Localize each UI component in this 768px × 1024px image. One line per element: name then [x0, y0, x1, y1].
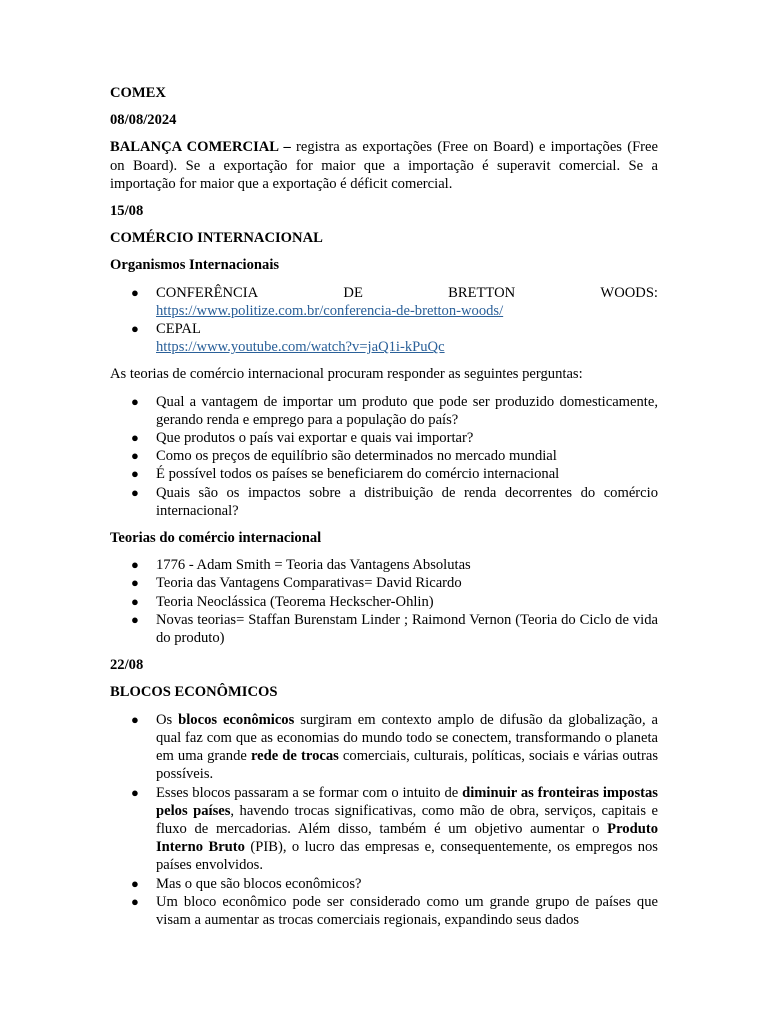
list-item	[110, 893, 658, 929]
list-item-text: Que produtos o país vai exportar e quais vai importar?	[156, 430, 474, 447]
list-item	[110, 611, 658, 647]
date-heading: 08/08/2024	[110, 112, 177, 129]
text: surgiram em contexto amplo de difusão da globalização, a qual faz com que as economias do mundo todo se conectem, transformando o planeta em uma grande	[156, 711, 658, 765]
bullet-icon: ●	[131, 284, 139, 300]
section-heading: BLOCOS ECONÔMICOS	[110, 684, 278, 701]
text: (PIB), o lucro das empresas e, consequentemente, os empregos nos países envolvidos.	[156, 839, 658, 874]
section-heading: COMÉRCIO INTERNACIONAL	[110, 230, 323, 247]
balanca-text: registra as exportações (Free on Board) e importações (Free on Board). Se a exportação for maior que a importação é superavit comercial. Se a importação for maior que a exportação é déficit comercial.	[110, 139, 659, 192]
bullet-icon: ●	[131, 784, 139, 800]
list-item-text: Um bloco econômico pode ser considerado como um grande grupo de países que visam a aumentar as trocas comerciais regionais, expandindo seus dados	[156, 893, 658, 928]
bullet-icon: ●	[131, 430, 139, 446]
balanca-label: BALANÇA COMERCIAL –	[110, 139, 291, 156]
bullet-icon: ●	[131, 875, 139, 891]
list-item	[110, 574, 658, 592]
list-item-text: Novas teorias= Staffan Burenstam Linder ; Raimond Vernon (Teoria do Ciclo de vida do produto)	[156, 611, 658, 647]
list-item-text: 1776 - Adam Smith = Teoria das Vantagens Absolutas	[156, 557, 471, 574]
list-item-text: Mas o que são blocos econômicos?	[156, 875, 362, 892]
subsection-heading: Teorias do comércio internacional	[110, 530, 322, 547]
word: DE	[343, 284, 363, 301]
subsection-heading: Organismos Internacionais	[110, 257, 280, 274]
cepal-link[interactable]: https://www.youtube.com/watch?v=jaQ1i-kPuQc	[156, 339, 445, 356]
list-item-text: Teoria das Vantagens Comparativas= David Ricardo	[156, 575, 462, 592]
bold-text: Produto Interno Bruto	[156, 820, 658, 856]
list-item	[110, 484, 658, 520]
date-heading: 22/08	[110, 657, 144, 674]
list-item-text: É possível todos os países se beneficiarem do comércio internacional	[156, 466, 560, 483]
bullet-icon: ●	[131, 893, 139, 909]
teorias-intro: As teorias de comércio internacional procuram responder as seguintes perguntas:	[110, 366, 583, 383]
list-item	[110, 593, 658, 611]
bullet-icon: ●	[131, 321, 139, 337]
bullet-icon: ●	[131, 593, 139, 609]
text: , havendo trocas significativas, como mão de obra, serviços, capitais e fluxo de mercadorias. Além disso, também é um objetivo aumentar o	[156, 802, 658, 837]
list-item	[110, 320, 658, 356]
bullet-icon: ●	[131, 575, 139, 591]
doc-title: COMEX	[110, 85, 166, 101]
list-item	[110, 875, 658, 893]
list-item-text: Qual a vantagem de importar um produto que pode ser produzido domesticamente, gerando renda e emprego para a população do país?	[156, 393, 658, 428]
bold-text: blocos econômicos	[178, 711, 295, 728]
word: WOODS:	[600, 284, 658, 301]
list-item-text: Quais são os impactos sobre a distribuição de renda decorrentes do comércio internacional?	[156, 484, 658, 519]
bretton-woods-link[interactable]: https://www.politize.com.br/conferencia-de-bretton-woods/	[156, 302, 504, 319]
teorias-list	[110, 556, 658, 647]
list-item	[110, 784, 658, 875]
list-item	[110, 429, 658, 447]
list-item	[110, 556, 658, 574]
bullet-icon: ●	[131, 448, 139, 464]
text: Os	[156, 711, 179, 728]
text: comerciais, culturais, políticas, sociais e várias outras possíveis.	[156, 748, 659, 783]
text: Esses blocos passaram a se formar com o intuito de	[156, 784, 463, 801]
bullet-icon: ●	[131, 711, 139, 727]
list-item	[110, 447, 658, 465]
list-item-text	[156, 284, 658, 302]
list-item	[110, 465, 658, 483]
organismos-list	[110, 284, 658, 357]
list-item	[110, 711, 658, 784]
bold-text: rede de trocas	[250, 748, 339, 765]
list-item-text: Como os preços de equilíbrio são determinados no mercado mundial	[156, 448, 557, 465]
bullet-icon: ●	[131, 484, 139, 500]
list-item	[110, 284, 658, 320]
word: BRETTON	[448, 284, 516, 301]
bold-text: diminuir as fronteiras impostas pelos países	[156, 784, 658, 819]
perguntas-list	[110, 393, 658, 520]
bullet-icon: ●	[131, 557, 139, 573]
bullet-icon: ●	[131, 611, 139, 627]
list-item-text: Teoria Neoclássica (Teorema Heckscher-Ohlin)	[156, 593, 434, 610]
bullet-icon: ●	[131, 466, 139, 482]
list-item-text: CEPAL	[156, 321, 201, 338]
blocos-list	[110, 711, 658, 929]
balanca-paragraph	[110, 138, 658, 193]
bullet-icon: ●	[131, 393, 139, 409]
list-item	[110, 393, 658, 429]
date-heading: 15/08	[110, 203, 144, 220]
document-page	[110, 84, 658, 938]
word: CONFERÊNCIA	[156, 284, 259, 301]
